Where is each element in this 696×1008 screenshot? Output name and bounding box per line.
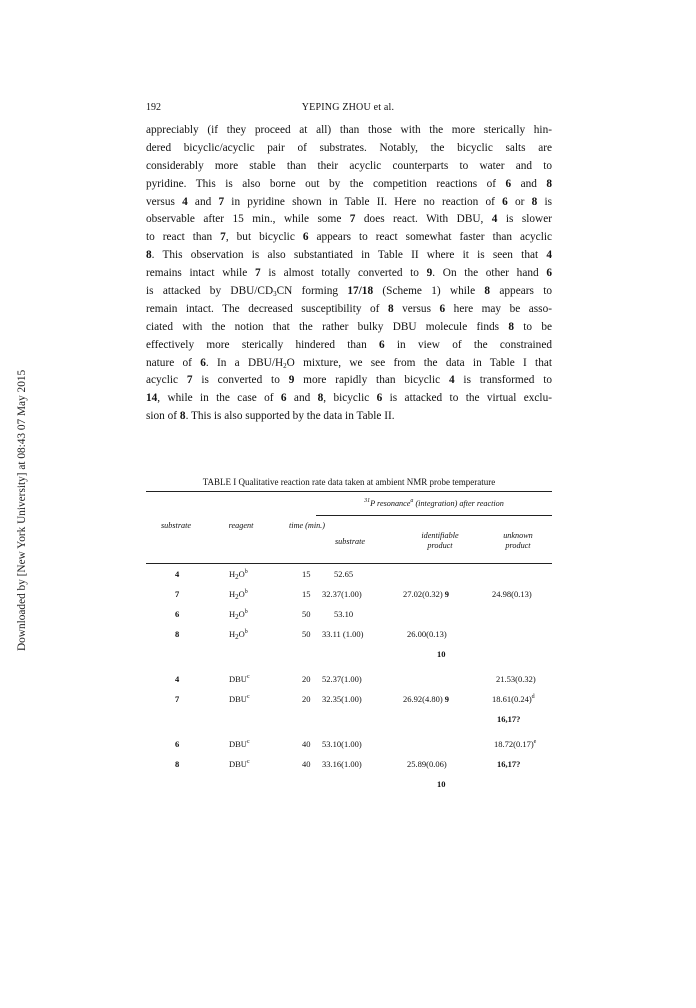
row4-reagent: $H_2O^b$	[229, 629, 248, 641]
table-caption: TABLE I Qualitative reaction rate data taken at ambient NMR probe temperature	[202, 477, 496, 487]
table-header-rule	[146, 563, 552, 564]
body-paragraph	[146, 122, 552, 426]
row4-identifiable-compound: 10	[437, 649, 446, 659]
row7-reagent: DBU$^c$	[229, 739, 250, 749]
text-line: dered bicyclic/acyclic pair of substrates. Notably, the bicyclic salts are	[146, 141, 552, 154]
text-line: is attacked by DBU/$CD_3CN$ forming 17/18 (Scheme 1) while 8 appears to	[146, 285, 553, 299]
row8-identifiable: 25.89(0.06)	[407, 759, 447, 769]
header-identifiable-product: identifiable product	[421, 531, 459, 550]
row8-time: 40	[302, 759, 311, 769]
row4-substrate: 8	[175, 629, 180, 639]
header-substrate: substrate	[160, 521, 192, 530]
row8-shift: 33.16(1.00)	[322, 759, 362, 769]
header-time: time (min.)	[289, 521, 325, 530]
row5-shift: 52.37(1.00)	[322, 674, 362, 684]
row3-reagent: $H_2O^b$	[229, 609, 248, 621]
header-unknown-product: unknown product	[503, 531, 533, 550]
table-span-header: $^{31}$P resonance$^a$ (integration) after reaction	[364, 498, 504, 508]
row6-identifiable: 26.92(4.80) 9	[403, 694, 450, 704]
text-line: 8. This observation is also substantiated in Table II where it is seen that 4	[146, 249, 552, 262]
row7-time: 40	[302, 739, 311, 749]
text-line: ciated with the notion that the rather bulky DBU molecule finds 8 to be	[146, 320, 552, 333]
header-reagent: reagent	[228, 521, 254, 530]
text-line: nature of 6. In a DBU/$H_2O$ mixture, we see from the data in Table I that	[146, 356, 553, 370]
row6-substrate: 7	[175, 694, 180, 704]
row8-unknown: 16,17?	[497, 759, 521, 769]
text-line: to react than 7, but bicyclic 6 appears to react somewhat faster than acyclic	[146, 231, 552, 244]
row3-shift: 53.10	[334, 609, 354, 619]
row8-substrate: 8	[175, 759, 180, 769]
table-span-rule	[316, 515, 552, 516]
row1-reagent: $H_2O^b$	[229, 569, 248, 581]
row1-shift: 52.65	[334, 569, 354, 579]
row6-shift: 32.35(1.00)	[322, 694, 362, 704]
row4-shift: 33.11 (1.00)	[322, 629, 364, 639]
text-line: appreciably (if they proceed at all) than those with the more sterically hin-	[146, 124, 552, 136]
row5-reagent: DBU$^c$	[229, 674, 250, 684]
row2-substrate: 7	[175, 589, 180, 599]
row2-time: 15	[302, 589, 311, 599]
text-line: effectively more sterically hindered than 6 in view of the constrained	[146, 338, 552, 351]
table-top-rule	[146, 491, 552, 492]
running-head: YEPING ZHOU et al.	[301, 102, 395, 113]
text-line: sion of 8. This is also supported by the data in Table II.	[146, 410, 395, 423]
text-line: pyridine. This is also borne out by the competition reactions of 6 and 8	[146, 177, 552, 190]
row3-time: 50	[302, 609, 311, 619]
row4-time: 50	[302, 629, 311, 639]
text-line: considerably more stable than their acyclic counterparts to water and to	[146, 159, 552, 172]
text-line: 14, while in the case of 6 and 8, bicyclic 6 is attacked to the virtual exclu-	[146, 392, 552, 405]
row2-reagent: $H_2O^b$	[229, 589, 248, 601]
row6-time: 20	[302, 694, 311, 704]
header-sub-substrate: substrate	[334, 537, 366, 546]
row4-identifiable: 26.00(0.13)	[407, 629, 447, 639]
row6-unknown: $18.61(0.24)^d$	[492, 694, 535, 704]
row1-time: 15	[302, 569, 311, 579]
page-number: 192	[146, 102, 161, 113]
text-line: acyclic 7 is converted to 9 more rapidly than bicyclic 4 is transformed to	[146, 374, 552, 387]
page-header	[146, 102, 550, 118]
text-line: observable after 15 min., while some 7 does react. With DBU, 4 is slower	[146, 213, 552, 226]
row2-unknown: 24.98(0.13)	[492, 589, 532, 599]
row5-unknown: 21.53(0.32)	[496, 674, 536, 684]
row1-substrate: 4	[175, 569, 180, 579]
text-line: versus 4 and 7 in pyridine shown in Table II. Here no reaction of 6 or 8 is	[146, 195, 552, 208]
row7-substrate: 6	[175, 739, 180, 749]
row5-time: 20	[302, 674, 311, 684]
download-notice: Downloaded by [New York University] at 08:43 07 May 2015	[16, 369, 28, 651]
row8-identifiable-compound: 10	[437, 779, 446, 789]
row6-unknown-compound: 16,17?	[497, 714, 521, 724]
row6-reagent: DBU$^c$	[229, 694, 250, 704]
row7-unknown: $18.72(0.17)^e$	[494, 739, 537, 749]
row8-reagent: DBU$^c$	[229, 759, 250, 769]
text-line: remain intact. The decreased susceptibility of 8 versus 6 here may be asso-	[146, 302, 552, 315]
row3-substrate: 6	[175, 609, 180, 619]
row5-substrate: 4	[175, 674, 180, 684]
row2-identifiable: 27.02(0.32) 9	[403, 589, 450, 599]
text-line: remains intact while 7 is almost totally converted to 9. On the other hand 6	[146, 267, 552, 280]
row7-shift: 53.10(1.00)	[322, 739, 362, 749]
row2-shift: 32.37(1.00)	[322, 589, 362, 599]
